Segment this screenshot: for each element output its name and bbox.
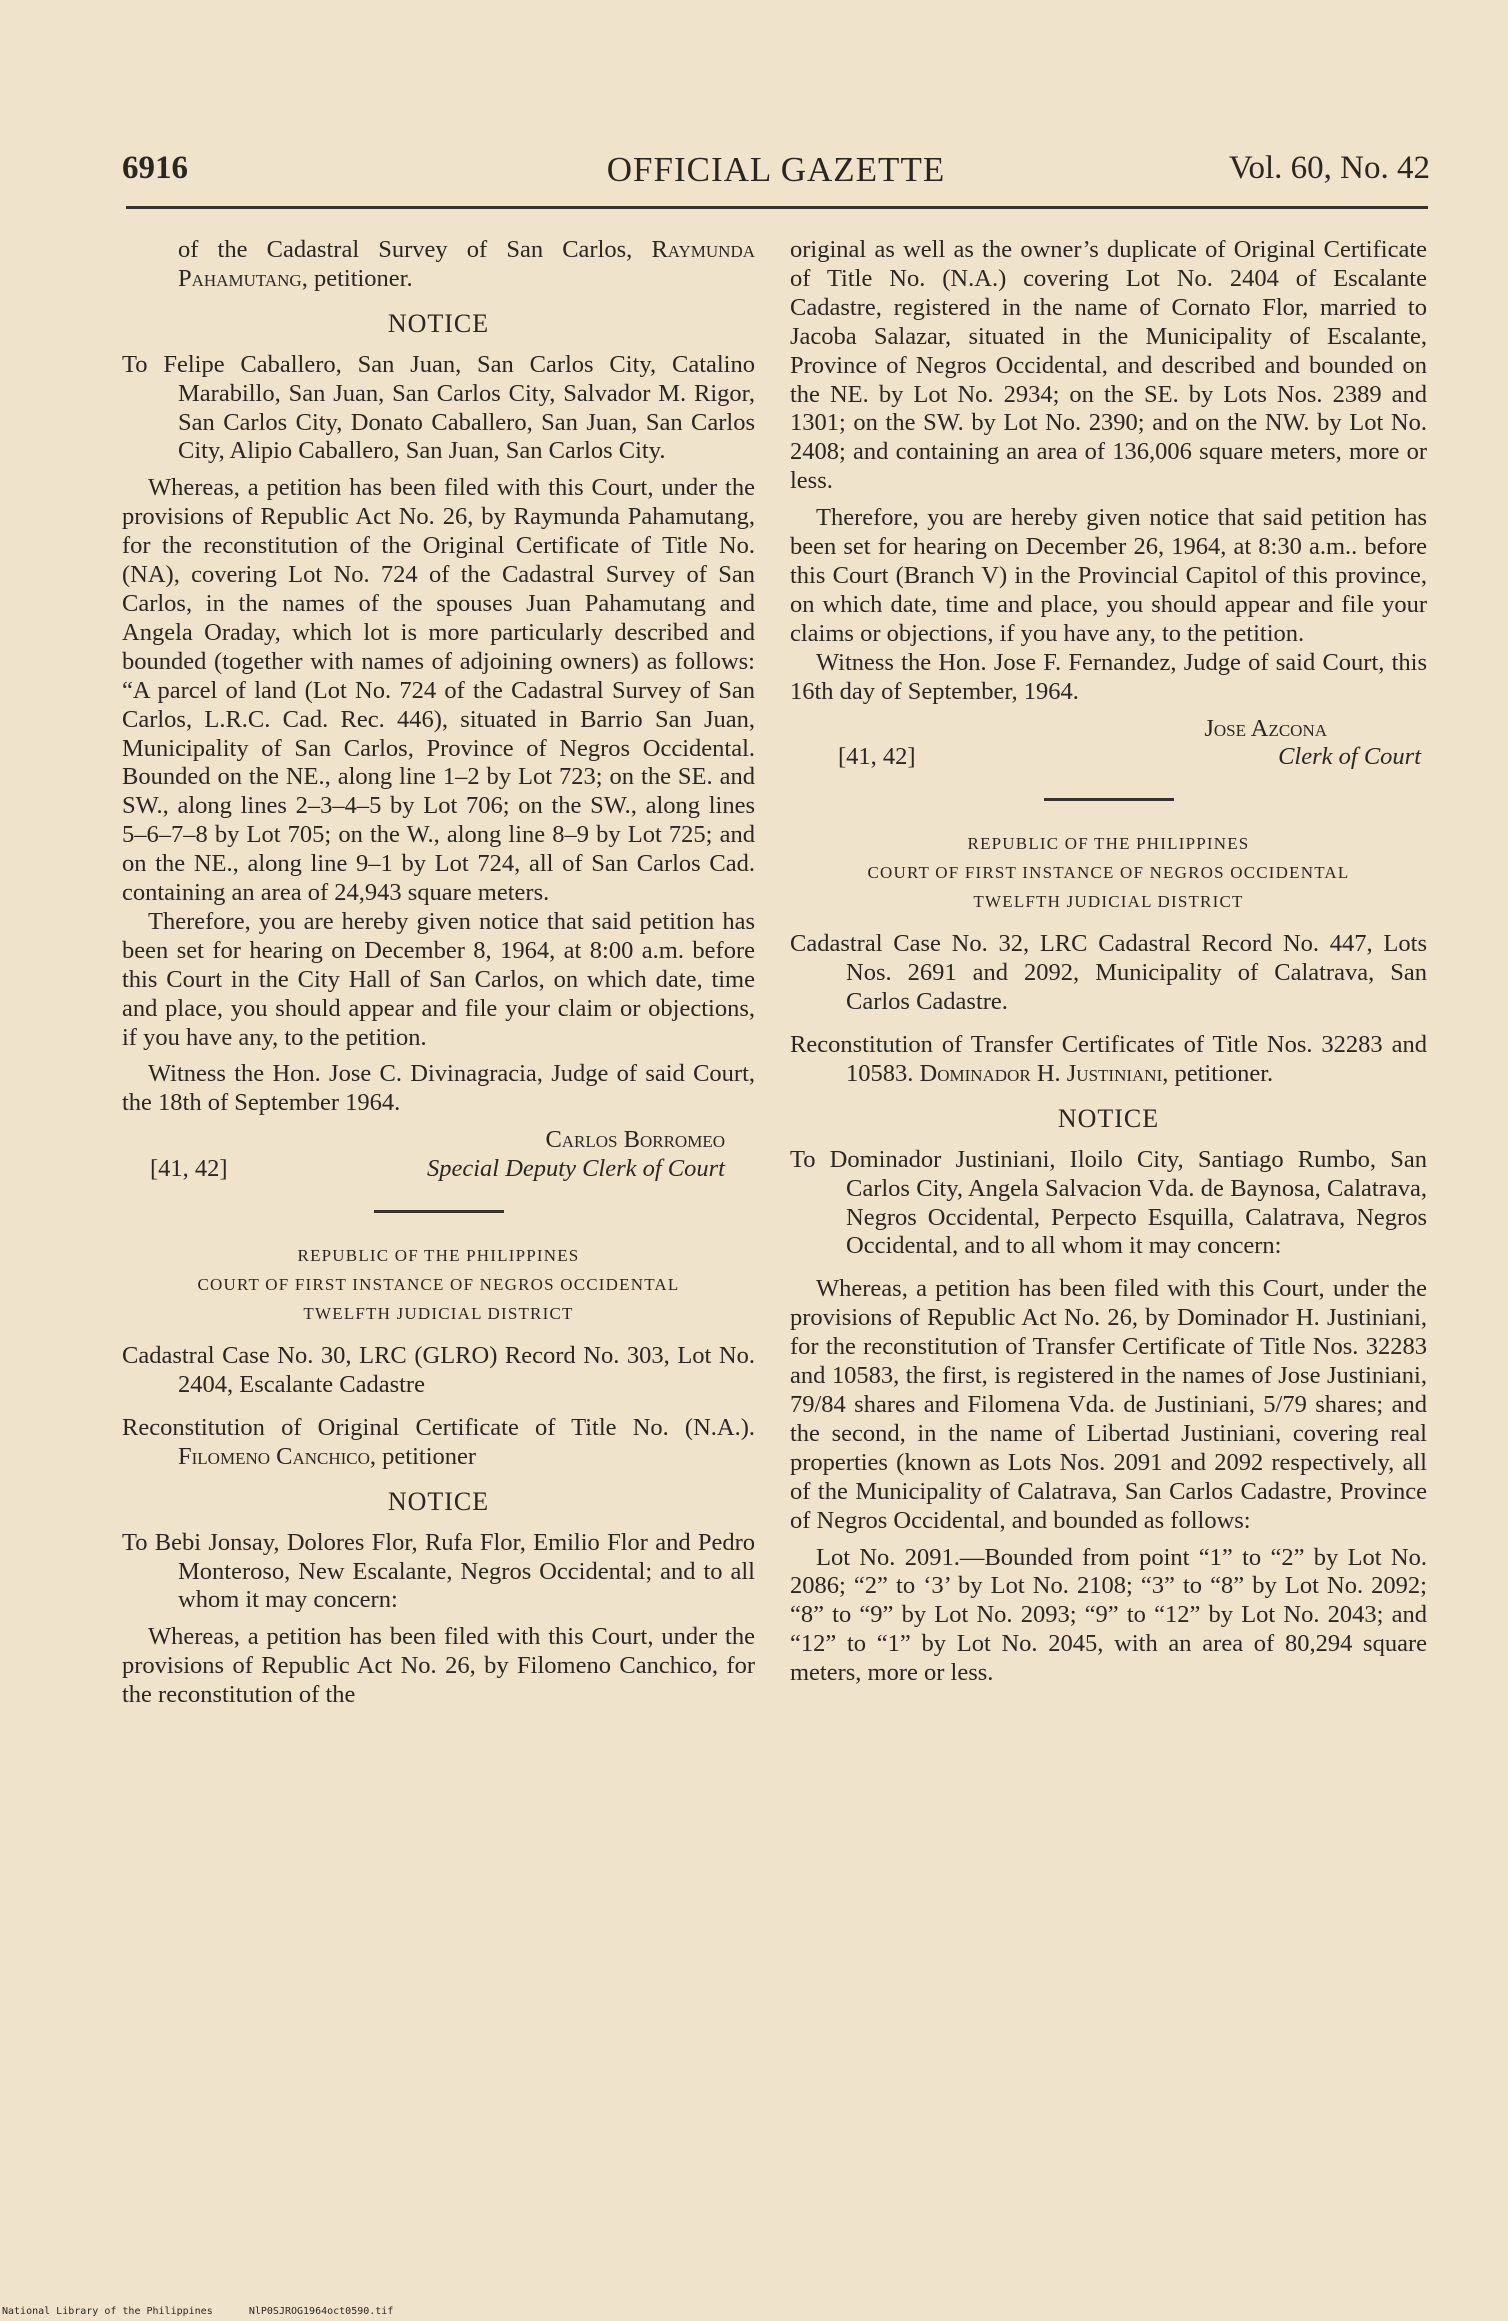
header-rule (126, 206, 1428, 209)
lot-description: Lot No. 2091.—Bounded from point “1” to “2” by Lot No. 2086; “2” to ‘3’ by Lot No. 2108; “3” to “8” by Lot No. 2092; “8” to “9” by Lot No. 2093; “9” to “12” by Lot No. 2043; and “12” to “1” by Lot No. 2045, with an area of 80,294 square meters, more or less. (790, 1543, 1427, 1687)
intro-caption: of the Cadastral Survey of San Carlos, Raymunda Pahamutang, petitioner. (178, 236, 755, 292)
notice-heading: NOTICE (387, 308, 490, 338)
gazette-title: OFFICIAL GAZETTE (606, 150, 946, 189)
issue-reference: [41, 42] (838, 743, 916, 771)
scan-footer (2, 2306, 393, 2317)
notice-addressees: To Dominador Justiniani, Iloilo City, Santiago Rumbo, San Carlos City, Angela Salvacion Vda. de Baynosa, Calatrava, Negros Occidental, Perpecto Esquilla, Calatrava, Negros Occidental, and to all whom it may concern: (790, 1145, 1427, 1260)
notice-whereas: Whereas, a petition has been filed with this Court, under the provisions of Republic Act No. 26, by Raymunda Pahamutang, for the reconstitution of the Original Certificate of Title No. (NA), covering Lot No. 724 of the Cadastral Survey of San Carlos, in the names of the spouses Juan Pahamutang and Angela Oraday, which lot is more particularly described and bounded (together with names of adjoining owners) as follows: “A parcel of land (Lot No. 724 of the Cadastral Survey of San Carlos, L.R.C. Cad. Rec. 446), situated in Barrio San Juan, Municipality of San Carlos, Province of Negros Occidental. Bounded on the NE., along line 1–2 by Lot 723; on the SE. and SW., along lines 2–3–4–5 by Lot 706; on the SW., along lines 5–6–7–8 by Lot 705; on the W., along line 8–9 by Lot 725; and on the NE., along line 9–1 by Lot 724, all of San Carlos Cad. containing an area of 24,943 square meters. (122, 474, 755, 907)
signer-name: Carlos Borromeo (545, 1126, 725, 1154)
court-header: REPUBLIC OF THE PHILIPPINES COURT OF FIRST INSTANCE OF NEGROS OCCIDENTAL TWELFTH JUDICIAL DISTRICT (867, 834, 1350, 912)
court-header: REPUBLIC OF THE PHILIPPINES COURT OF FIRST INSTANCE OF NEGROS OCCIDENTAL TWELFTH JUDICIAL DISTRICT (197, 1246, 680, 1324)
section-divider (1044, 798, 1174, 801)
notice-witness: Witness the Hon. Jose F. Fernandez, Judge of said Court, this 16th day of September, 1964. (790, 648, 1427, 705)
signature-line (790, 743, 1427, 772)
case-caption: Cadastral Case No. 32, LRC Cadastral Record No. 447, Lots Nos. 2691 and 2092, Municipality of Calatrava, San Carlos Cadastre. (790, 930, 1427, 1016)
page-header (122, 150, 1430, 210)
case-reconstitution: Reconstitution of Original Certificate of Title No. (N.A.). Filomeno Canchico, petitioner (122, 1413, 755, 1470)
right-column (790, 236, 1427, 1688)
signer-title: Clerk of Court (1278, 743, 1421, 771)
notice-witness: Witness the Hon. Jose C. Divinagracia, Judge of said Court, the 18th of September 1964. (122, 1060, 755, 1117)
notice-heading: NOTICE (387, 1486, 490, 1516)
signer-title: Special Deputy Clerk of Court (426, 1155, 725, 1183)
left-column (122, 236, 755, 1710)
notice-addressees: To Felipe Caballero, San Juan, San Carlos City, Catalino Marabillo, San Juan, San Carlos City, Salvador M. Rigor, San Carlos City, Donato Caballero, San Juan, San Carlos City, Alipio Caballero, San Juan, San Carlos City. (122, 350, 755, 465)
notice-heading: NOTICE (1057, 1103, 1160, 1133)
notice-addressees: To Bebi Jonsay, Dolores Flor, Rufa Flor, Emilio Flor and Pedro Monteroso, New Escalante, Negros Occidental; and to all whom it may concern: (122, 1528, 755, 1614)
notice-therefore: Therefore, you are hereby given notice that said petition has been set for hearing on December 26, 1964, at 8:30 a.m.. before this Court (Branch V) in the Provincial Capitol of this province, on which date, time and place, you should appear and file your claims or objections, if you have any, to the petition. (790, 504, 1427, 647)
case-reconstitution: Reconstitution of Transfer Certificates of Title Nos. 32283 and 10583. Dominador H. Justiniani, petitioner. (790, 1031, 1427, 1087)
case-caption: Cadastral Case No. 30, LRC (GLRO) Record No. 303, Lot No. 2404, Escalante Cadastre (122, 1342, 755, 1398)
volume-number: Vol. 60, No. 42 (1228, 150, 1430, 186)
notice-therefore: Therefore, you are hereby given notice that said petition has been set for hearing on December 8, 1964, at 8:00 a.m. before this Court in the City Hall of San Carlos, on which date, time and place, you should appear and file your claim or objections, if you have any, to the petition. (122, 907, 755, 1051)
page-number: 6916 (122, 150, 188, 186)
footer-source: National Library of the Philippines (2, 2306, 213, 2317)
signer-name: Jose Azcona (1204, 714, 1327, 742)
signature-line (122, 1155, 755, 1184)
notice-whereas: Whereas, a petition has been filed with this Court, under the provisions of Republic Act No. 26, by Dominador H. Justiniani, for the reconstitution of Transfer Certificate of Title Nos. 32283 and 10583, the first, is registered in the names of Jose Justiniani, 79/84 shares and Filomena Vda. de Justiniani, 5/79 shares; and the second, in the name of Libertad Justiniani, covering real properties (known as Lots Nos. 2091 and 2092 respectively, all of the Municipality of Calatrava, San Carlos Cadastre, Province of Negros Occidental, and bounded as follows: (790, 1275, 1427, 1534)
notice-whereas: Whereas, a petition has been filed with this Court, under the provisions of Republic Act No. 26, by Filomeno Canchico, for the reconstitution of the (122, 1623, 755, 1709)
notice-continuation: original as well as the owner’s duplicate of Original Certificate of Title No. (N.A.) covering Lot No. 2404 of Escalante Cadastre, registered in the name of Cornato Flor, married to Jacoba Salazar, situated in the Municipality of Escalante, Province of Negros Occidental, and described and bounded on the NE. by Lot No. 2934; on the SE. by Lots Nos. 2389 and 1301; on the SW. by Lot No. 2390; and on the NW. by Lot No. 2408; and containing an area of 136,006 square meters, more or less. (790, 236, 1427, 495)
issue-reference: [41, 42] (150, 1155, 228, 1183)
footer-file: NlP0SJROG1964oct0590.tif (248, 2306, 394, 2317)
section-divider (374, 1210, 504, 1213)
